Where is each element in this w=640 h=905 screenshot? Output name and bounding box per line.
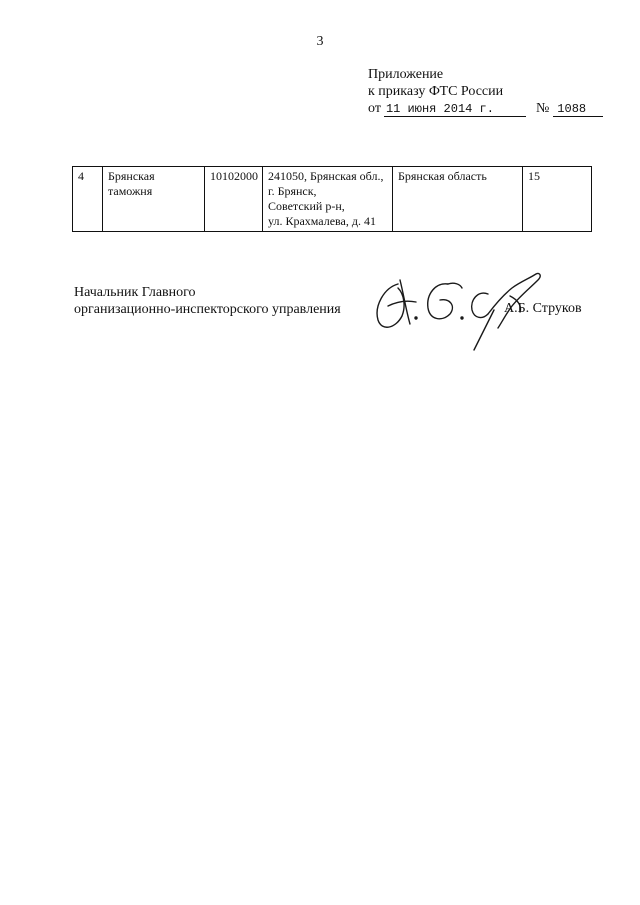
address-line: ул. Крахмалева, д. 41: [268, 214, 376, 228]
customs-name-line: таможня: [108, 184, 153, 198]
page-number: 3: [316, 34, 324, 49]
address-cell: [263, 167, 393, 232]
order-date: 11 июня 2014 г.: [384, 102, 526, 117]
order-date-number-line: [368, 100, 603, 117]
address-line: г. Брянск,: [268, 184, 317, 198]
signatory-position: [74, 284, 341, 318]
appendix-title: Приложение: [368, 67, 444, 82]
appendix-header: [368, 66, 603, 117]
region-cell: Брянская область: [393, 167, 523, 232]
address-line: 241050, Брянская обл.,: [268, 169, 384, 183]
count-cell: 15: [523, 167, 592, 232]
signer-name: А.Б. Струков: [504, 301, 582, 316]
customs-name-line: Брянская: [108, 169, 155, 183]
order-date-prefix: от: [368, 101, 381, 116]
order-number-sign: №: [535, 101, 550, 116]
position-line: организационно-инспекторского управления: [74, 302, 341, 317]
customs-registry-table: [72, 166, 592, 232]
customs-code-cell: 10102000: [205, 167, 263, 232]
row-number-cell: 4: [73, 167, 103, 232]
order-number: 1088: [553, 102, 603, 117]
customs-name-cell: [103, 167, 205, 232]
table-row: [73, 167, 592, 232]
position-line: Начальник Главного: [74, 285, 196, 300]
appendix-order-reference: к приказу ФТС России: [368, 84, 504, 99]
address-line: Советский р-н,: [268, 199, 345, 213]
